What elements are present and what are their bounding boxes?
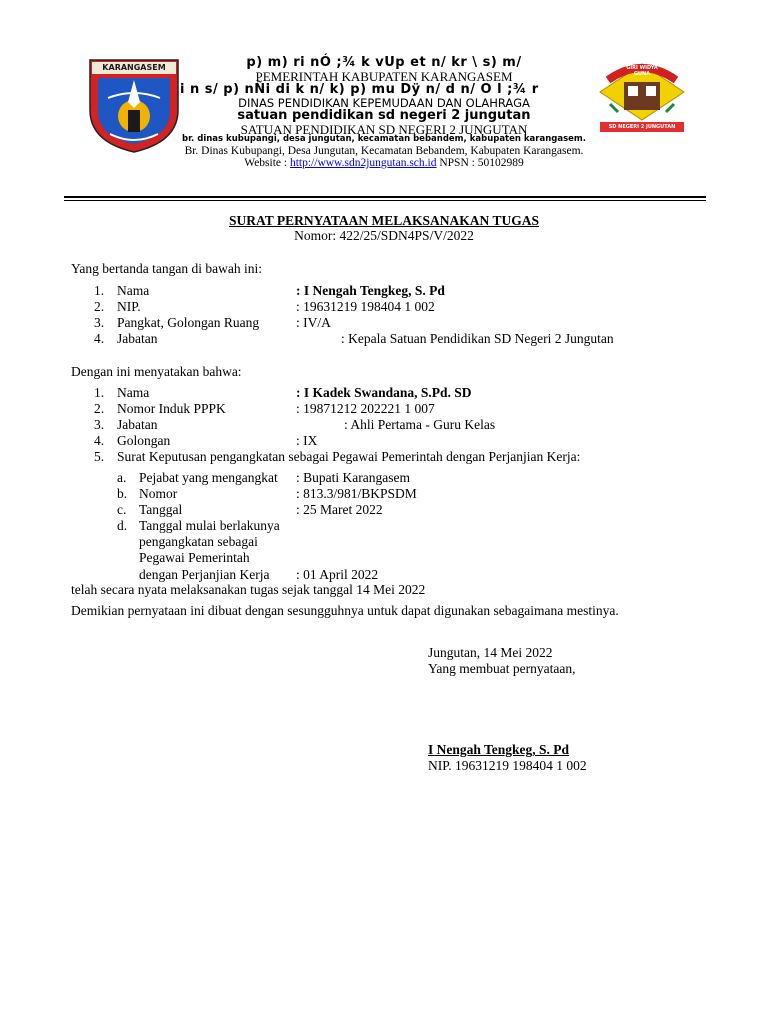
- maker-label: Yang membuat pernyataan,: [428, 661, 576, 676]
- list-item-number: 5.: [94, 449, 105, 464]
- intro-text: Yang bertanda tangan di bawah ini:: [71, 261, 262, 276]
- website-line: [0, 157, 768, 169]
- header-rule-thin: [64, 200, 706, 201]
- website-label: Website :: [244, 157, 288, 169]
- employee-grade-label: Golongan: [117, 433, 171, 448]
- logo-left-label: KARANGASEM: [102, 63, 166, 72]
- sk-effective-label-3: Pegawai Pemerintah: [139, 550, 250, 565]
- sk-effective-label-2: pengangkatan sebagai: [139, 534, 258, 549]
- signer-signature-nip: NIP. 19631219 198404 1 002: [428, 758, 587, 773]
- sk-number-label: Nomor: [139, 486, 178, 501]
- balinese-script-line-2: i n s/ p) nÑi di k n/ k) p) mu Dÿ n/ d n/ O l ;¾ r: [180, 82, 539, 97]
- employee-position-label: Jabatan: [117, 417, 158, 432]
- school-name-upper: SATUAN PENDIDIKAN SD NEGERI 2 JUNGUTAN: [240, 122, 528, 137]
- signer-name-label: Nama: [117, 283, 150, 298]
- sk-effective-value: : 01 April 2022: [296, 567, 379, 582]
- sk-effective-label-1: Tanggal mulai berlakunya: [139, 518, 280, 533]
- signer-signature-name: I Nengah Tengkeg, S. Pd: [428, 742, 570, 757]
- sk-date-label: Tanggal: [139, 502, 183, 517]
- list-item-number: 1.: [94, 385, 105, 400]
- signer-position-label: Jabatan: [117, 331, 158, 346]
- list-item-number: 3.: [94, 417, 105, 432]
- sub-item-letter: b.: [117, 486, 128, 501]
- school-name-lower: satuan pendidikan sd negeri 2 jungutan: [237, 108, 531, 123]
- employee-name-label: Nama: [117, 385, 150, 400]
- logo-right-top-label: GIRI WIDYA GUNA: [626, 65, 658, 77]
- statement-text: Dengan ini menyatakan bahwa:: [71, 364, 242, 379]
- npsn: NPSN : 50102989: [439, 157, 524, 169]
- signer-nip-label: NIP.: [117, 299, 141, 314]
- sk-number-value: : 813.3/981/BKPSDM: [296, 486, 417, 501]
- employee-position-value: : Ahli Pertama - Guru Kelas: [344, 417, 496, 432]
- signer-rank-value: : IV/A: [296, 315, 331, 330]
- government-name: PEMERINTAH KABUPATEN KARANGASEM: [255, 69, 513, 84]
- closing-text: Demikian pernyataan ini dibuat dengan sesungguhnya untuk dapat digunakan sebagaimana mestinya.: [71, 603, 619, 618]
- website-link[interactable]: http://www.sdn2jungutan.sch.id: [289, 157, 437, 169]
- employee-pppk-label: Nomor Induk PPPK: [117, 401, 226, 416]
- employee-name-value: : I Kadek Swandana, S.Pd. SD: [296, 385, 472, 400]
- sk-official-label: Pejabat yang mengangkat: [139, 470, 278, 485]
- sk-effective-label-4: dengan Perjanjian Kerja: [139, 567, 270, 582]
- list-item-number: 2.: [94, 401, 105, 416]
- employee-pppk-value: : 19871212 202221 1 007: [296, 401, 435, 416]
- signer-rank-label: Pangkat, Golongan Ruang: [117, 315, 260, 330]
- decree-heading: Surat Keputusan pengangkatan sebagai Pegawai Pemerintah dengan Perjanjian Kerja:: [117, 449, 581, 464]
- signer-nip-value: : 19631219 198404 1 002: [296, 299, 435, 314]
- logo-right-bottom-label: SD NEGERI 2 JUNGUTAN: [608, 124, 676, 130]
- balinese-script-line-1: p) m) ri nÓ ;¾ k vUp et n/ kr \ s) m/: [246, 55, 522, 70]
- address: Br. Dinas Kubupangi, Desa Jungutan, Kecamatan Bebandem, Kabupaten Karangasem.: [184, 145, 584, 157]
- signer-position-value: : Kepala Satuan Pendidikan SD Negeri 2 Jungutan: [341, 331, 614, 346]
- list-item-number: 2.: [94, 299, 105, 314]
- letter-title: SURAT PERNYATAAN MELAKSANAKAN TUGAS: [229, 213, 539, 228]
- place-date: Jungutan, 14 Mei 2022: [428, 645, 553, 660]
- employee-grade-value: : IX: [296, 433, 318, 448]
- sk-official-value: : Bupati Karangasem: [296, 470, 410, 485]
- list-item-number: 4.: [94, 433, 105, 448]
- sk-date-value: : 25 Maret 2022: [296, 502, 383, 517]
- list-item-number: 3.: [94, 315, 105, 330]
- since-text: telah secara nyata melaksanakan tugas sejak tanggal 14 Mei 2022: [71, 582, 426, 597]
- list-item-number: 1.: [94, 283, 105, 298]
- agency-name: DINAS PENDIDIKAN KEPEMUDAAN DAN OLAHRAGA: [238, 96, 530, 110]
- list-item-number: 4.: [94, 331, 105, 346]
- letter-number: Nomor: 422/25/SDN4PS/V/2022: [294, 228, 474, 243]
- sub-item-letter: c.: [117, 502, 127, 517]
- sub-item-letter: d.: [117, 518, 128, 533]
- signer-name-value: : I Nengah Tengkeg, S. Pd: [296, 283, 445, 298]
- address-bold: br. dinas kubupangi, desa jungutan, kecamatan bebandem, kabupaten karangasem.: [181, 134, 586, 144]
- sub-item-letter: a.: [117, 470, 127, 485]
- header-rule-thick: [64, 196, 706, 198]
